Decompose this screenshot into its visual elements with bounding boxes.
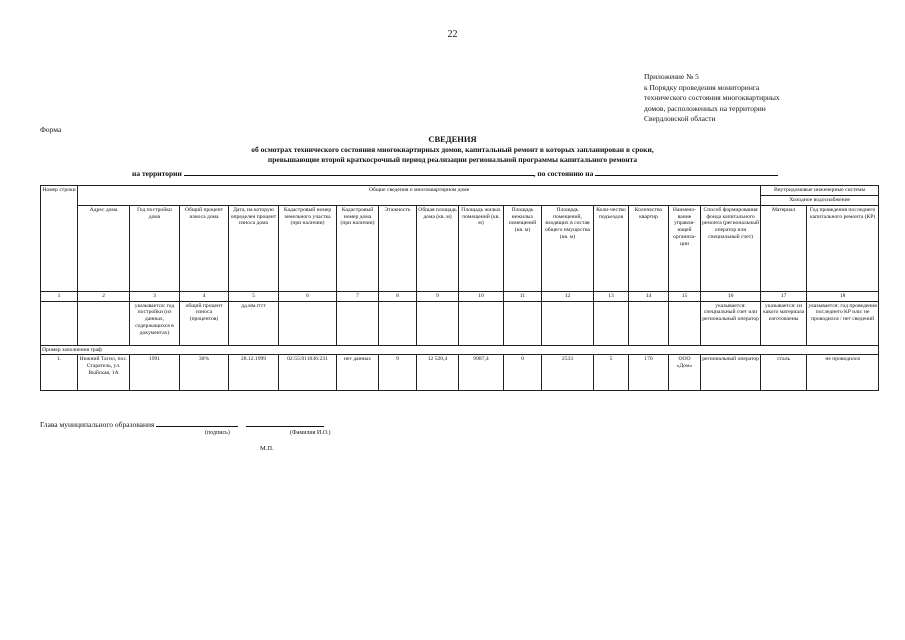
example-row: [41, 355, 879, 391]
signature-line: [40, 418, 324, 429]
empty-cell: [379, 301, 417, 345]
hint-cell: указывается: специальный счет или региональный оператор: [701, 301, 761, 345]
col-number: 8: [379, 291, 417, 301]
territory-blank: [184, 167, 534, 176]
signature-blank: [156, 418, 238, 427]
empty-cell: [337, 301, 379, 345]
hint-cell: общий процент износа (процентов): [180, 301, 229, 345]
header-engineering-systems: Внутридомовые инженерные системы: [761, 186, 879, 196]
appendix-line: домов, расположенных на территории: [644, 103, 766, 113]
col-header: Способ формирования фонда капитального ремонта (региональный оператор или специальный счет): [701, 205, 761, 291]
signature-label: Глава муниципального образования: [40, 420, 155, 429]
empty-cell: [78, 301, 130, 345]
col-header: Дата, на которую определен процент износа дома: [229, 205, 279, 291]
header-row-1: [41, 186, 879, 196]
col-number: 1: [41, 291, 78, 301]
example-cell: не проводился: [807, 355, 879, 391]
hints-row: [41, 301, 879, 345]
col-header: Количество квартир: [629, 205, 669, 291]
example-cell: Нижний Тагил, пос. Старатель, ул. Выйская, 1А: [78, 355, 130, 391]
signature-caption: (подпись): [205, 430, 230, 436]
example-cell: 9: [379, 355, 417, 391]
empty-cell: [594, 301, 629, 345]
example-cell: 28.12.1999: [229, 355, 279, 391]
col-number: 14: [629, 291, 669, 301]
name-caption: (Фамилия И.О.): [290, 430, 331, 436]
col-number: 10: [459, 291, 504, 301]
header-row-number: Номер строки: [41, 186, 78, 292]
empty-cell: [669, 301, 701, 345]
col-number: 11: [504, 291, 542, 301]
empty-cell: [279, 301, 337, 345]
document-subtitle: [0, 145, 905, 164]
territory-line: [132, 167, 778, 178]
empty-cell: [504, 301, 542, 345]
empty-cell: [459, 301, 504, 345]
example-cell: сталь: [761, 355, 807, 391]
subtitle-line-2: превышающие второй краткосрочный период реализации региональной программы капитального ремонта: [267, 154, 638, 164]
example-cell: нет данных: [337, 355, 379, 391]
empty-cell: [542, 301, 594, 345]
empty-cell: [41, 301, 78, 345]
col-number: 2: [78, 291, 130, 301]
column-numbers-row: [41, 291, 879, 301]
header-general-info: Общие сведения о многоквартирном доме: [78, 186, 761, 206]
col-header: Адрес дома: [78, 205, 130, 291]
name-blank: [246, 418, 324, 427]
example-label: Пример заполнения граф: [41, 345, 879, 355]
territory-prefix: на территории: [132, 169, 182, 178]
hint-cell: указывается: год постройки (из данных, содержащихся в документах): [130, 301, 180, 345]
appendix-block: [644, 72, 780, 125]
col-header: Площадь нежилых помещений (кв. м): [504, 205, 542, 291]
example-cell: 2533: [542, 355, 594, 391]
appendix-line: Приложение № 5: [644, 72, 699, 81]
example-cell: 1.: [41, 355, 78, 391]
example-cell: 30%: [180, 355, 229, 391]
page-number: 22: [447, 29, 458, 40]
example-cell: 1991: [130, 355, 180, 391]
col-number: 5: [229, 291, 279, 301]
col-number: 13: [594, 291, 629, 301]
stamp-place: М.П.: [260, 445, 274, 452]
col-number: 7: [337, 291, 379, 301]
col-header: Кадастровый номер земельного участка (при наличии): [279, 205, 337, 291]
col-header: Общая площадь дома (кв. м): [417, 205, 459, 291]
example-cell: региональный оператор: [701, 355, 761, 391]
example-label-row: [41, 345, 879, 355]
example-cell: 9987,4: [459, 355, 504, 391]
col-header: Год постройки дома: [130, 205, 180, 291]
col-header: Наимено-вание управля-ющей организа-ции: [669, 205, 701, 291]
col-number: 6: [279, 291, 337, 301]
empty-cell: [629, 301, 669, 345]
example-cell: ООО «Дом»: [669, 355, 701, 391]
territory-date-label: , по состоянию на: [533, 169, 594, 178]
col-header: Общий процент износа дома: [180, 205, 229, 291]
hint-cell: дд.мм.гггг: [229, 301, 279, 345]
col-header: Площадь помещений, входящих в состав общего имущества (кв. м): [542, 205, 594, 291]
example-cell: 170: [629, 355, 669, 391]
col-number: 16: [701, 291, 761, 301]
header-row-3: [41, 205, 879, 291]
appendix-line: Свердловской области: [644, 114, 716, 123]
form-label: Форма: [40, 125, 62, 134]
example-cell: 5: [594, 355, 629, 391]
col-header: Материал: [761, 205, 807, 291]
hint-cell: указывается: из какого материала изготовлены: [761, 301, 807, 345]
col-number: 4: [180, 291, 229, 301]
col-number: 18: [807, 291, 879, 301]
example-cell: 12 520,4: [417, 355, 459, 391]
col-header: Год проведения последнего капитального ремонта (КР): [807, 205, 879, 291]
col-header: Этажность: [379, 205, 417, 291]
empty-cell: [417, 301, 459, 345]
subtitle-line-1: об осмотрах технического состояния многоквартирных домов, капитальный ремонт в которых запланирован в сроки,: [251, 145, 654, 154]
header-cold-water: Холодное водоснабжение: [761, 196, 879, 206]
col-number: 15: [669, 291, 701, 301]
col-header: Коли-чество подъездов: [594, 205, 629, 291]
appendix-line: к Порядку проведения мониторинга: [644, 82, 760, 92]
monitoring-table: [40, 185, 879, 391]
example-cell: 02:55:011036:231: [279, 355, 337, 391]
col-header: Кадастровый номер дома (при наличии): [337, 205, 379, 291]
col-number: 12: [542, 291, 594, 301]
col-header: Площадь жилых помещений (кв. м): [459, 205, 504, 291]
col-number: 9: [417, 291, 459, 301]
col-number: 17: [761, 291, 807, 301]
hint-cell: указывается: год проведения последнего КР или: не проводился / нет сведений: [807, 301, 879, 345]
document-title: СВЕДЕНИЯ: [428, 134, 477, 144]
col-number: 3: [130, 291, 180, 301]
date-blank: [595, 167, 778, 176]
example-cell: 0: [504, 355, 542, 391]
appendix-line: технического состояния многоквартирных: [644, 93, 780, 102]
